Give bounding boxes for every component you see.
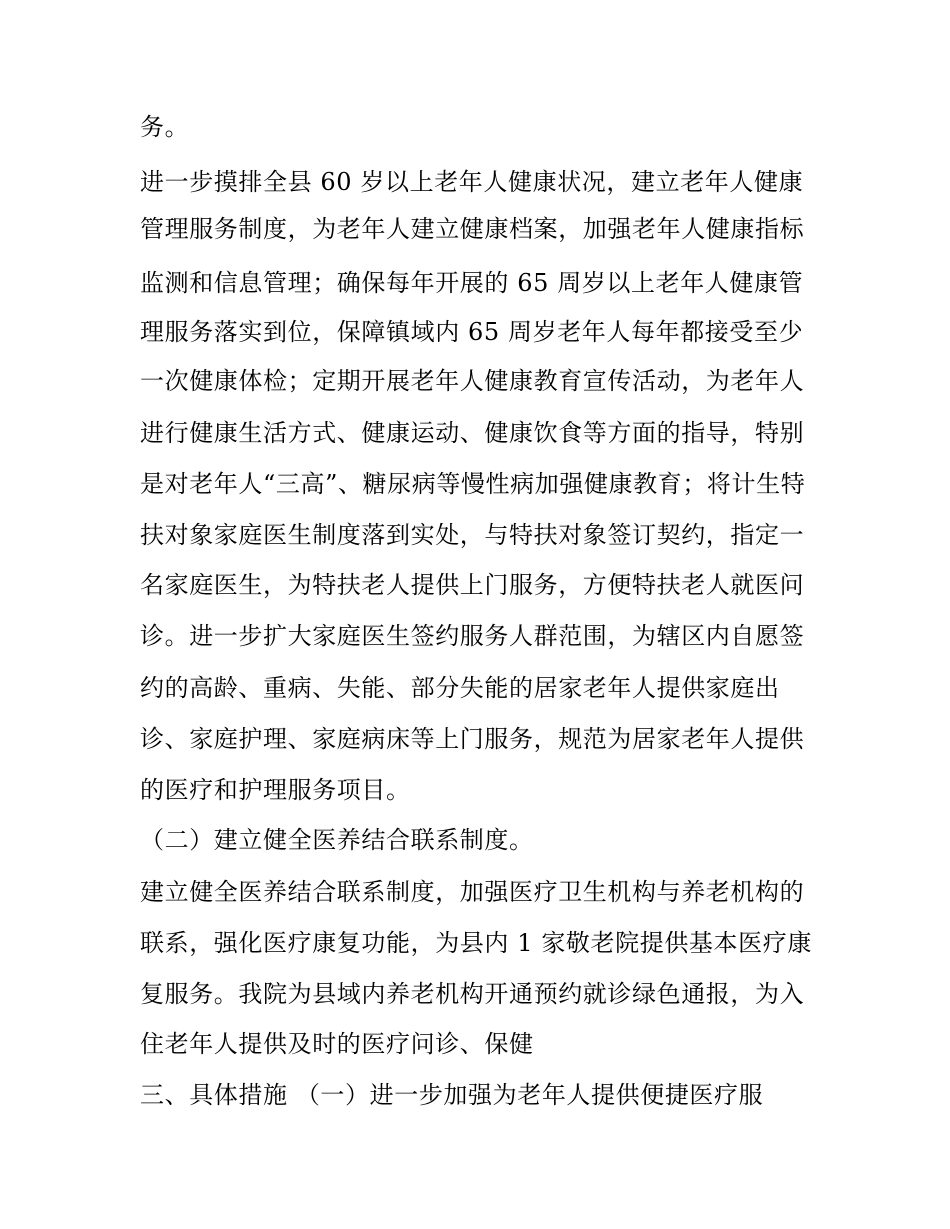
text-line: 理服务落实到位，保障镇域内 65 周岁老年人每年都接受至少 — [140, 318, 804, 346]
text-line: 诊、家庭护理、家庭病床等上门服务，规范为居家老年人提供 — [140, 725, 805, 753]
text-line: 是对老年人“三高”、糖尿病等慢性病加强健康教育；将计生特 — [140, 470, 806, 498]
text-line: 一次健康体检；定期开展老年人健康教育宣传活动，为老年人 — [140, 367, 805, 395]
section-heading: 三、具体措施 （一）进一步加强为老年人提供便捷医疗服 — [140, 1081, 764, 1109]
text-line: 管理服务制度，为老年人建立健康档案，加强老年人健康指标 — [140, 215, 805, 243]
text-line: 复服务。我院为县域内养老机构开通预约就诊绿色通报，为入 — [140, 980, 805, 1008]
text-line: 联系，强化医疗康复功能，为县内 1 家敬老院提供基本医疗康 — [140, 929, 812, 957]
text-line: 约的高龄、重病、失能、部分失能的居家老年人提供家庭出 — [140, 674, 780, 702]
text-line: 的医疗和护理服务项目。 — [140, 776, 411, 804]
text-line: 进一步摸排全县 60 岁以上老年人健康状况，建立老年人健康 — [140, 168, 804, 196]
text-line: 务。 — [140, 113, 190, 141]
text-line: 住老年人提供及时的医疗问诊、保健 — [140, 1030, 534, 1058]
text-line: 扶对象家庭医生制度落到实处，与特扶对象签订契约，指定一 — [140, 521, 805, 549]
text-line: 诊。进一步扩大家庭医生签约服务人群范围，为辖区内自愿签 — [140, 622, 805, 650]
text-line: 名家庭医生，为特扶老人提供上门服务，方便特扶老人就医问 — [140, 571, 805, 599]
section-heading: （二）建立健全医养结合联系制度。 — [140, 826, 534, 854]
text-line: 监测和信息管理；确保每年开展的 65 周岁以上老年人健康管 — [140, 269, 804, 297]
text-line: 进行健康生活方式、健康运动、健康饮食等方面的指导，特别 — [140, 419, 805, 447]
text-line: 建立健全医养结合联系制度，加强医疗卫生机构与养老机构的 — [140, 878, 805, 906]
